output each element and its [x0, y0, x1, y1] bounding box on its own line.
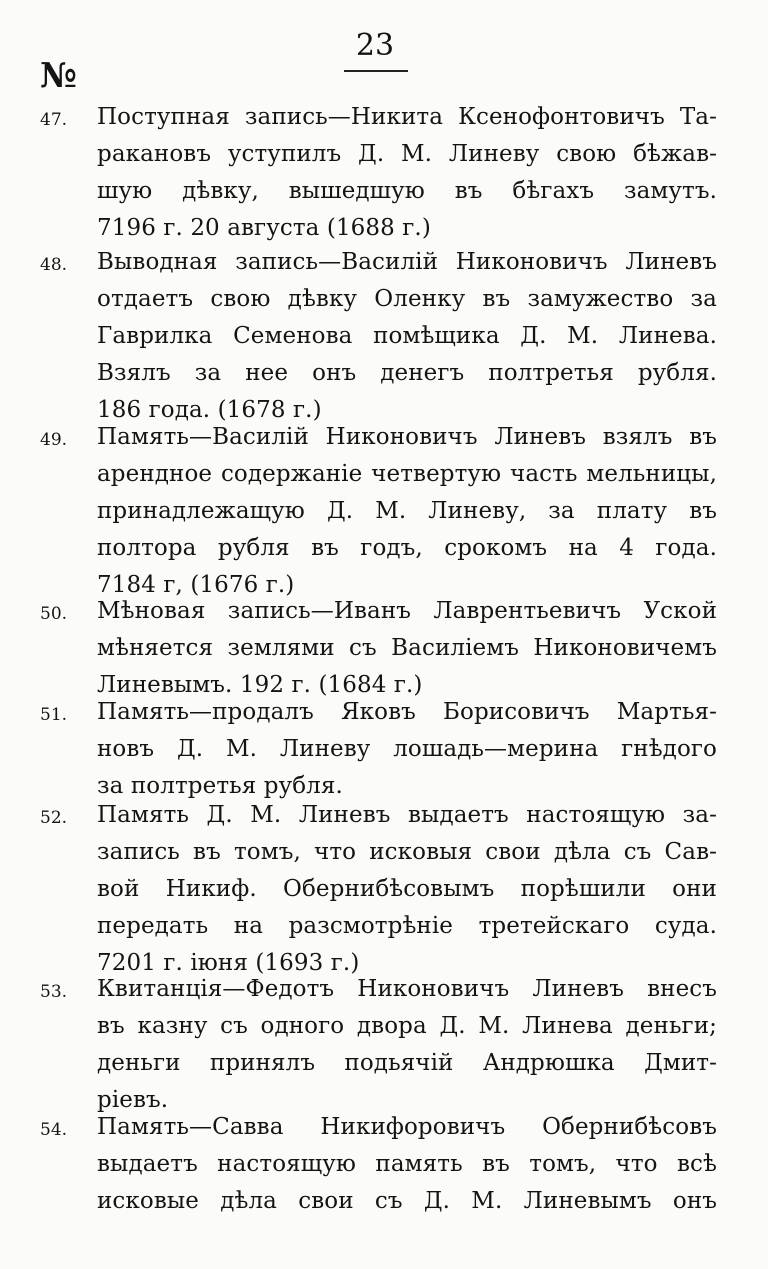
entry-line: арендное содержаніе четвертую часть мельницы,: [97, 461, 717, 487]
entry-line: ріевъ.: [97, 1087, 169, 1113]
entry-line: полтора рубля въ годъ, срокомъ на 4 года.: [97, 535, 717, 561]
entry-line: Память—Василій Никоновичъ Линевъ взялъ въ: [97, 424, 717, 450]
entry-line: Мѣновая запись—Иванъ Лаврентьевичъ Уской: [97, 598, 717, 624]
page-number-rule: [344, 70, 408, 72]
entry-line: Взялъ за нее онъ денегъ полтретья рубля.: [97, 360, 717, 386]
entry-line: шую дѣвку, вышедшую въ бѣгахъ замутъ.: [97, 178, 717, 204]
entry-line: за полтретья рубля.: [97, 773, 343, 799]
entry-line: Линевымъ. 192 г. (1684 г.): [97, 672, 423, 698]
entry-line: принадлежащую Д. М. Линеву, за плату въ: [97, 498, 717, 524]
entry-number: 51.: [40, 705, 68, 725]
entry-line: отдаетъ свою дѣвку Оленку въ замужество за: [97, 286, 717, 312]
entry-line: Поступная запись—Никита Ксенофонтовичъ Та-: [97, 104, 717, 130]
entry-line: запись въ томъ, что исковыя свои дѣла съ Сав-: [97, 839, 717, 865]
entry-number: 53.: [40, 982, 68, 1002]
entry-number: 54.: [40, 1120, 68, 1140]
entry-number: 52.: [40, 808, 68, 828]
entry-line: вой Никиф. Обернибѣсовымъ порѣшили они: [97, 876, 717, 902]
entry-line: деньги принялъ подьячій Андрюшка Дмит-: [97, 1050, 717, 1076]
entry-line: выдаетъ настоящую память въ томъ, что всѣ: [97, 1151, 717, 1177]
entry-line: Выводная запись—Василій Никоновичъ Линевъ: [97, 249, 717, 275]
entry-line: новъ Д. М. Линеву лошадь—мерина гнѣдого: [97, 736, 717, 762]
entry-number: 49.: [40, 430, 68, 450]
entry-line: мѣняется землями съ Василіемъ Никоновичемъ: [97, 635, 717, 661]
entry-line: 7184 г, (1676 г.): [97, 572, 295, 598]
entry-number: 47.: [40, 110, 68, 130]
entry-line: Память Д. М. Линевъ выдаетъ настоящую за-: [97, 802, 717, 828]
entry-line: 7196 г. 20 августа (1688 г.): [97, 215, 431, 241]
page-number: 23: [355, 28, 395, 63]
entry-line: въ казну съ одного двора Д. М. Линева деньги;: [97, 1013, 717, 1039]
entry-number: 48.: [40, 255, 68, 275]
entry-number: 50.: [40, 604, 68, 624]
entry-line: Память—Савва Никифоровичъ Обернибѣсовъ: [97, 1114, 717, 1140]
entry-line: исковые дѣла свои съ Д. М. Линевымъ онъ: [97, 1188, 717, 1214]
entry-line: 7201 г. іюня (1693 г.): [97, 950, 360, 976]
entry-line: 186 года. (1678 г.): [97, 397, 322, 423]
entry-line: ракановъ уступилъ Д. М. Линеву свою бѣжав-: [97, 141, 717, 167]
entry-line: Квитанція—Федотъ Никоновичъ Линевъ внесъ: [97, 976, 717, 1002]
entry-line: Гаврилка Семенова помѣщика Д. М. Линева.: [97, 323, 717, 349]
number-sign-header: №: [40, 56, 77, 96]
entry-line: передать на разсмотрѣніе третейскаго суда.: [97, 913, 717, 939]
entry-line: Память—продалъ Яковъ Борисовичъ Мартья-: [97, 699, 717, 725]
